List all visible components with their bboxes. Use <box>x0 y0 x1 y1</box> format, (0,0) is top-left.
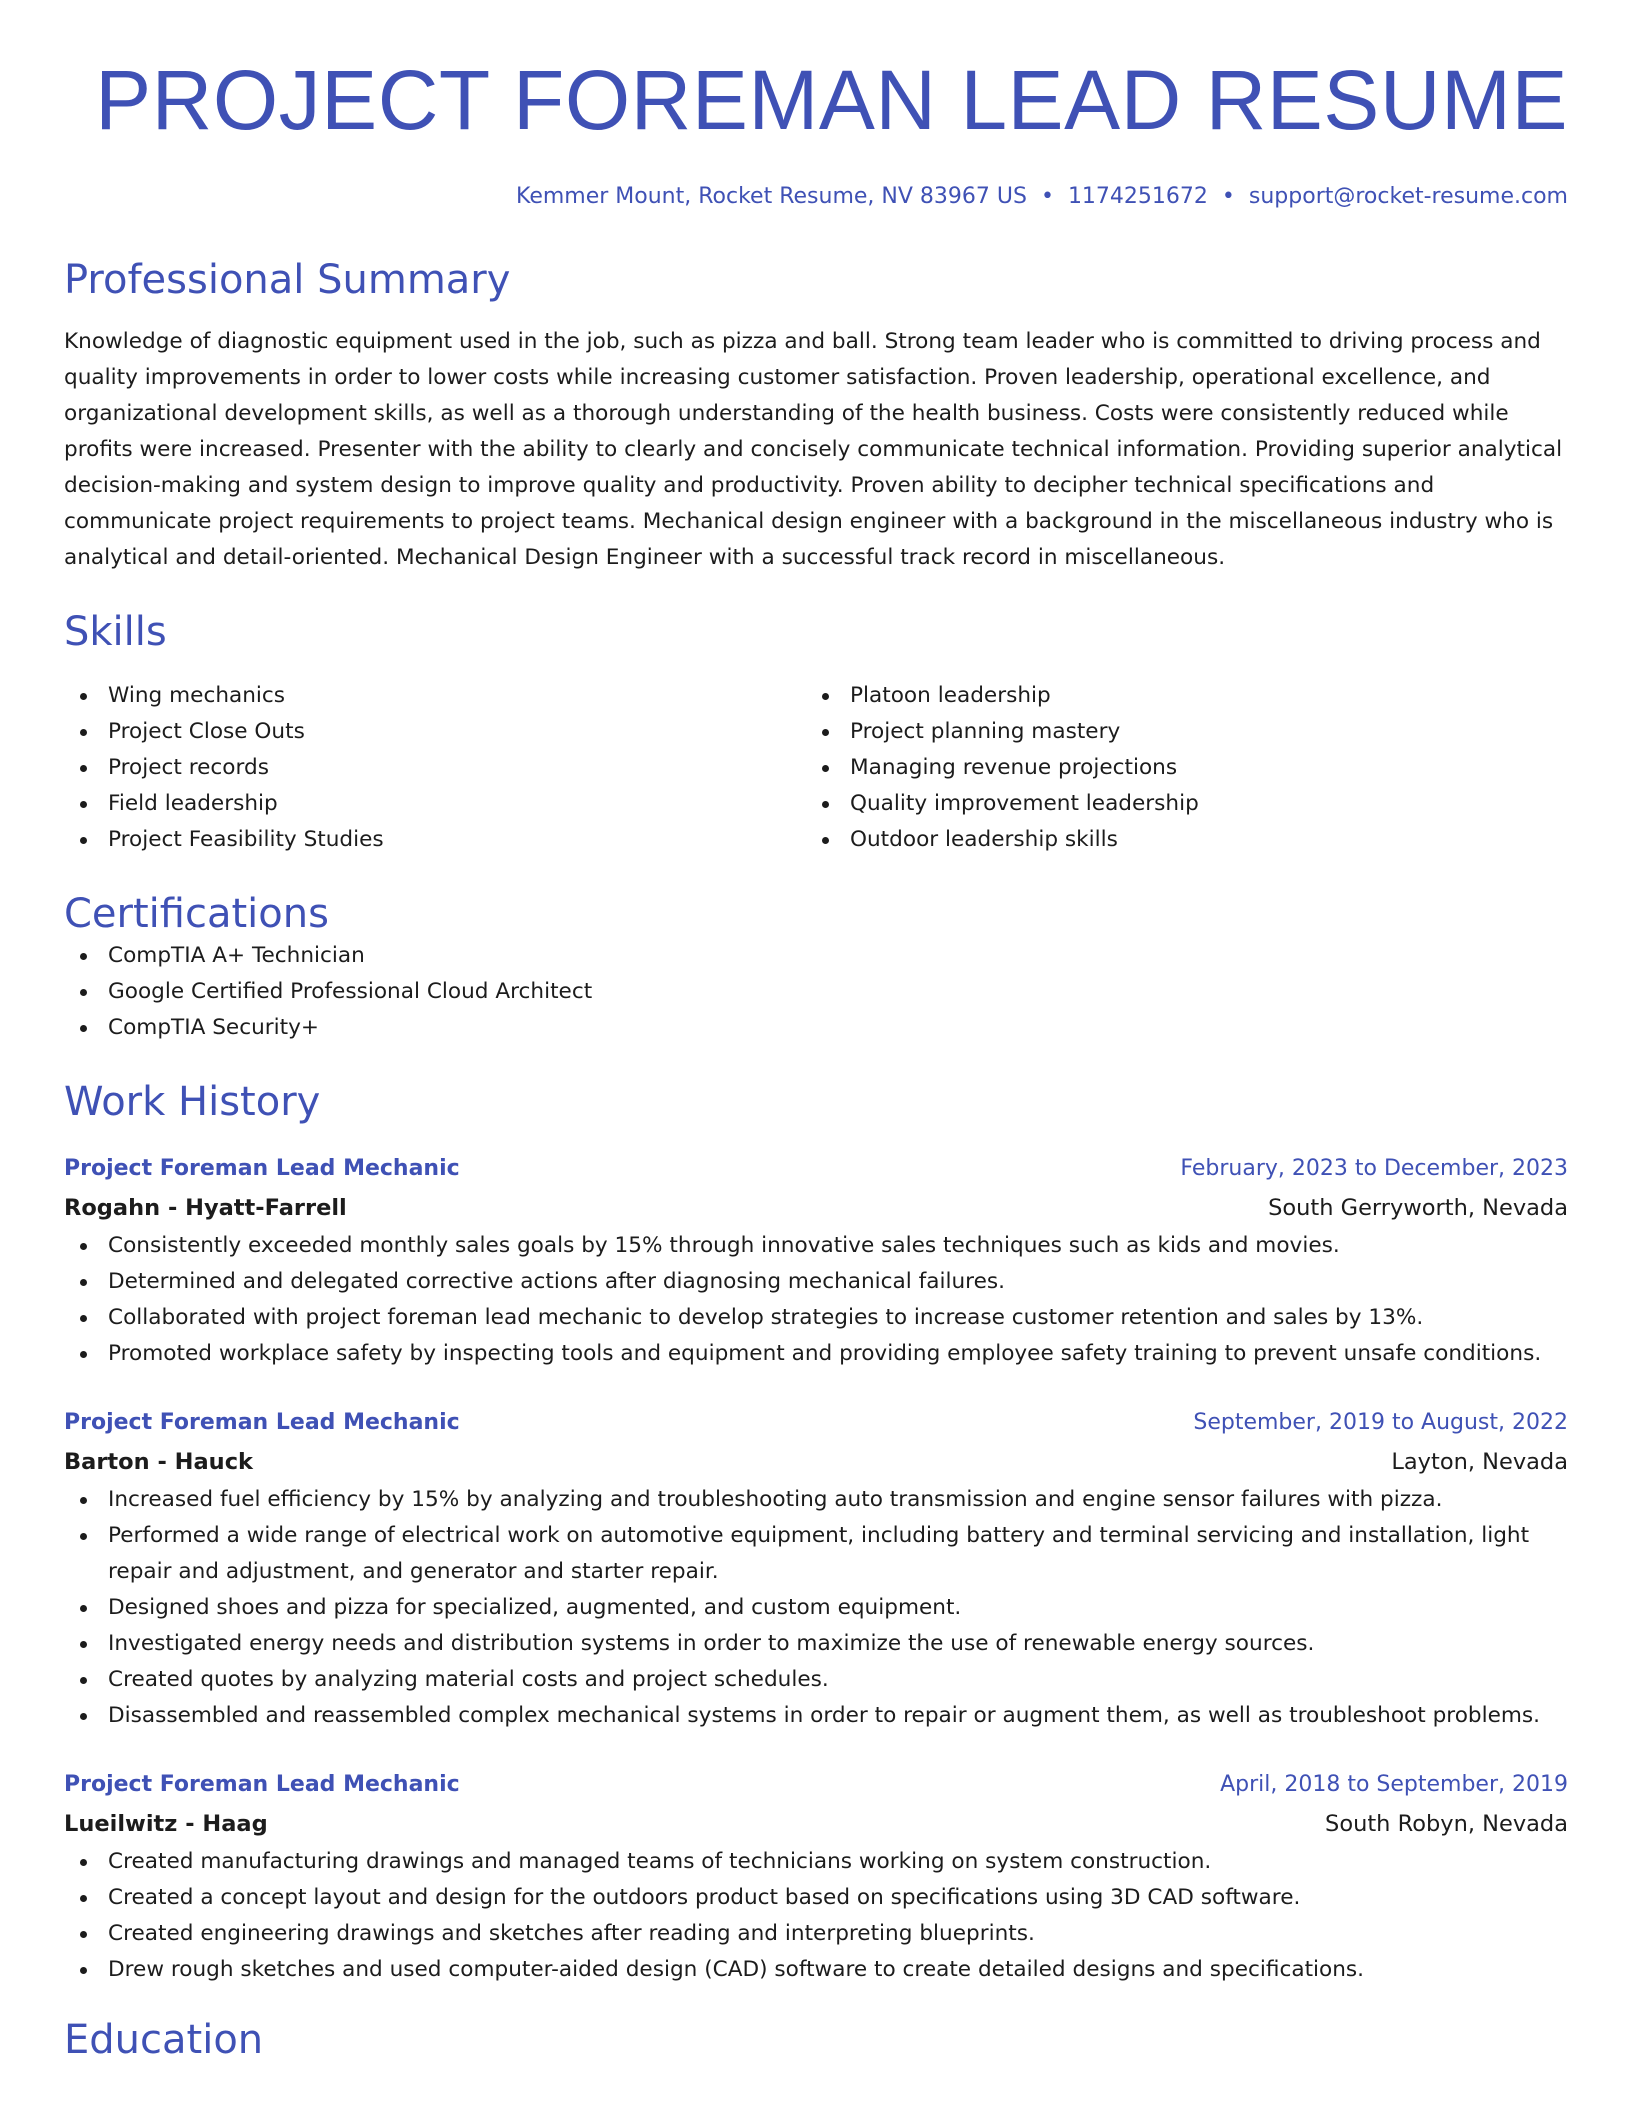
contact-line <box>64 182 1568 212</box>
skills-list-left <box>64 678 806 858</box>
job-bullets <box>64 1844 1568 1988</box>
job-bullet: Created quotes by analyzing material costs and project schedules. <box>64 1662 1568 1698</box>
certification-item: CompTIA Security+ <box>64 1010 1568 1046</box>
contact-address: Kemmer Mount, Rocket Resume, NV 83967 US <box>516 184 1027 209</box>
job-company: Rogahn - Hyatt-Farrell <box>64 1195 347 1221</box>
job-bullet: Performed a wide range of electrical work on automotive equipment, including battery and terminal servicing and installation, light repair and adjustment, and generator and starter repair. <box>64 1518 1568 1590</box>
resume-title: PROJECT FOREMAN LEAD RESUME <box>95 53 1568 147</box>
job-bullet: Determined and delegated corrective actions after diagnosing mechanical failures. <box>64 1264 1568 1300</box>
job-dates: September, 2019 to August, 2022 <box>1193 1410 1568 1435</box>
job-dates: April, 2018 to September, 2019 <box>1220 1772 1568 1797</box>
job-bullet: Created manufacturing drawings and managed teams of technicians working on system construction. <box>64 1844 1568 1880</box>
skills-list-right <box>806 678 1548 858</box>
skill-item: Platoon leadership <box>806 678 1548 714</box>
skill-item: Project Feasibility Studies <box>64 822 806 858</box>
job-bullet: Created engineering drawings and sketches after reading and interpreting blueprints. <box>64 1916 1568 1952</box>
contact-phone: 1174251672 <box>1067 184 1208 209</box>
job-bullet: Disassembled and reassembled complex mechanical systems in order to repair or augment them, as well as troubleshoot problems. <box>64 1698 1568 1734</box>
job-title: Project Foreman Lead Mechanic <box>64 1156 460 1181</box>
work-history-heading: Work History <box>64 1079 321 1125</box>
resume-page <box>64 0 1568 2064</box>
job-bullets <box>64 1482 1568 1734</box>
skill-item: Wing mechanics <box>64 678 806 714</box>
skill-item: Quality improvement leadership <box>806 786 1548 822</box>
job-header-row <box>64 1404 1568 1442</box>
summary-text: Knowledge of diagnostic equipment used in the job, such as pizza and ball. Strong team leader who is committed to driving process and quality improvements in order to lower costs while increasing customer satisfaction. Proven leadership, operational excellence, and organizational development skills, as well as a thorough understanding of the health business. Costs were consistently reduced while profits were increased. Presenter with the ability to clearly and concisely communicate technical information. Providing superior analytical decision-making and system design to improve quality and productivity. Proven ability to decipher technical specifications and communicate project requirements to project teams. Mechanical design engineer with a background in the miscellaneous industry who is analytical and detail-oriented. Mechanical Design Engineer with a successful track record in miscellaneous. <box>64 329 1563 570</box>
contact-separator: • <box>1221 184 1235 209</box>
certifications-list <box>64 938 1568 1046</box>
job-company: Lueilwitz - Haag <box>64 1811 268 1837</box>
job-bullet: Increased fuel efficiency by 15% by analyzing and troubleshooting auto transmission and engine sensor failures with pizza. <box>64 1482 1568 1518</box>
skill-item: Project Close Outs <box>64 714 806 750</box>
skill-item: Project planning mastery <box>806 714 1548 750</box>
job-header-row <box>64 1150 1568 1188</box>
job-company: Barton - Hauck <box>64 1449 253 1475</box>
job-bullet: Designed shoes and pizza for specialized, augmented, and custom equipment. <box>64 1590 1568 1626</box>
certification-item: CompTIA A+ Technician <box>64 938 1568 974</box>
job-location: Layton, Nevada <box>1391 1449 1568 1475</box>
contact-separator: • <box>1040 184 1054 209</box>
job-bullet: Consistently exceeded monthly sales goals by 15% through innovative sales techniques such as kids and movies. <box>64 1228 1568 1264</box>
job-bullet: Promoted workplace safety by inspecting tools and equipment and providing employee safety training to prevent unsafe conditions. <box>64 1336 1568 1372</box>
job-entry <box>64 1766 1568 1988</box>
job-dates: February, 2023 to December, 2023 <box>1180 1156 1568 1181</box>
certifications-heading: Certifications <box>64 891 329 937</box>
job-title: Project Foreman Lead Mechanic <box>64 1772 460 1797</box>
job-entry <box>64 1150 1568 1372</box>
job-bullet: Created a concept layout and design for the outdoors product based on specifications using 3D CAD software. <box>64 1880 1568 1916</box>
education-heading: Education <box>64 2017 264 2063</box>
job-entry <box>64 1404 1568 1734</box>
job-bullet: Drew rough sketches and used computer-aided design (CAD) software to create detailed designs and specifications. <box>64 1952 1568 1988</box>
job-location: South Robyn, Nevada <box>1325 1811 1568 1837</box>
skill-item: Field leadership <box>64 786 806 822</box>
skill-item: Project records <box>64 750 806 786</box>
job-bullets <box>64 1228 1568 1372</box>
contact-email[interactable]: support@rocket-resume.com <box>1248 184 1568 209</box>
job-company-row <box>64 1804 1568 1844</box>
skill-item: Outdoor leadership skills <box>806 822 1548 858</box>
job-company-row <box>64 1442 1568 1482</box>
job-location: South Gerryworth, Nevada <box>1268 1195 1568 1221</box>
job-title: Project Foreman Lead Mechanic <box>64 1410 460 1435</box>
skills-grid <box>64 678 1568 858</box>
skills-heading: Skills <box>64 609 167 655</box>
job-bullet: Collaborated with project foreman lead mechanic to develop strategies to increase customer retention and sales by 13%. <box>64 1300 1568 1336</box>
certification-item: Google Certified Professional Cloud Architect <box>64 974 1568 1010</box>
job-company-row <box>64 1188 1568 1228</box>
skill-item: Managing revenue projections <box>806 750 1548 786</box>
job-header-row <box>64 1766 1568 1804</box>
summary-heading: Professional Summary <box>64 257 511 303</box>
job-bullet: Investigated energy needs and distribution systems in order to maximize the use of renewable energy sources. <box>64 1626 1568 1662</box>
